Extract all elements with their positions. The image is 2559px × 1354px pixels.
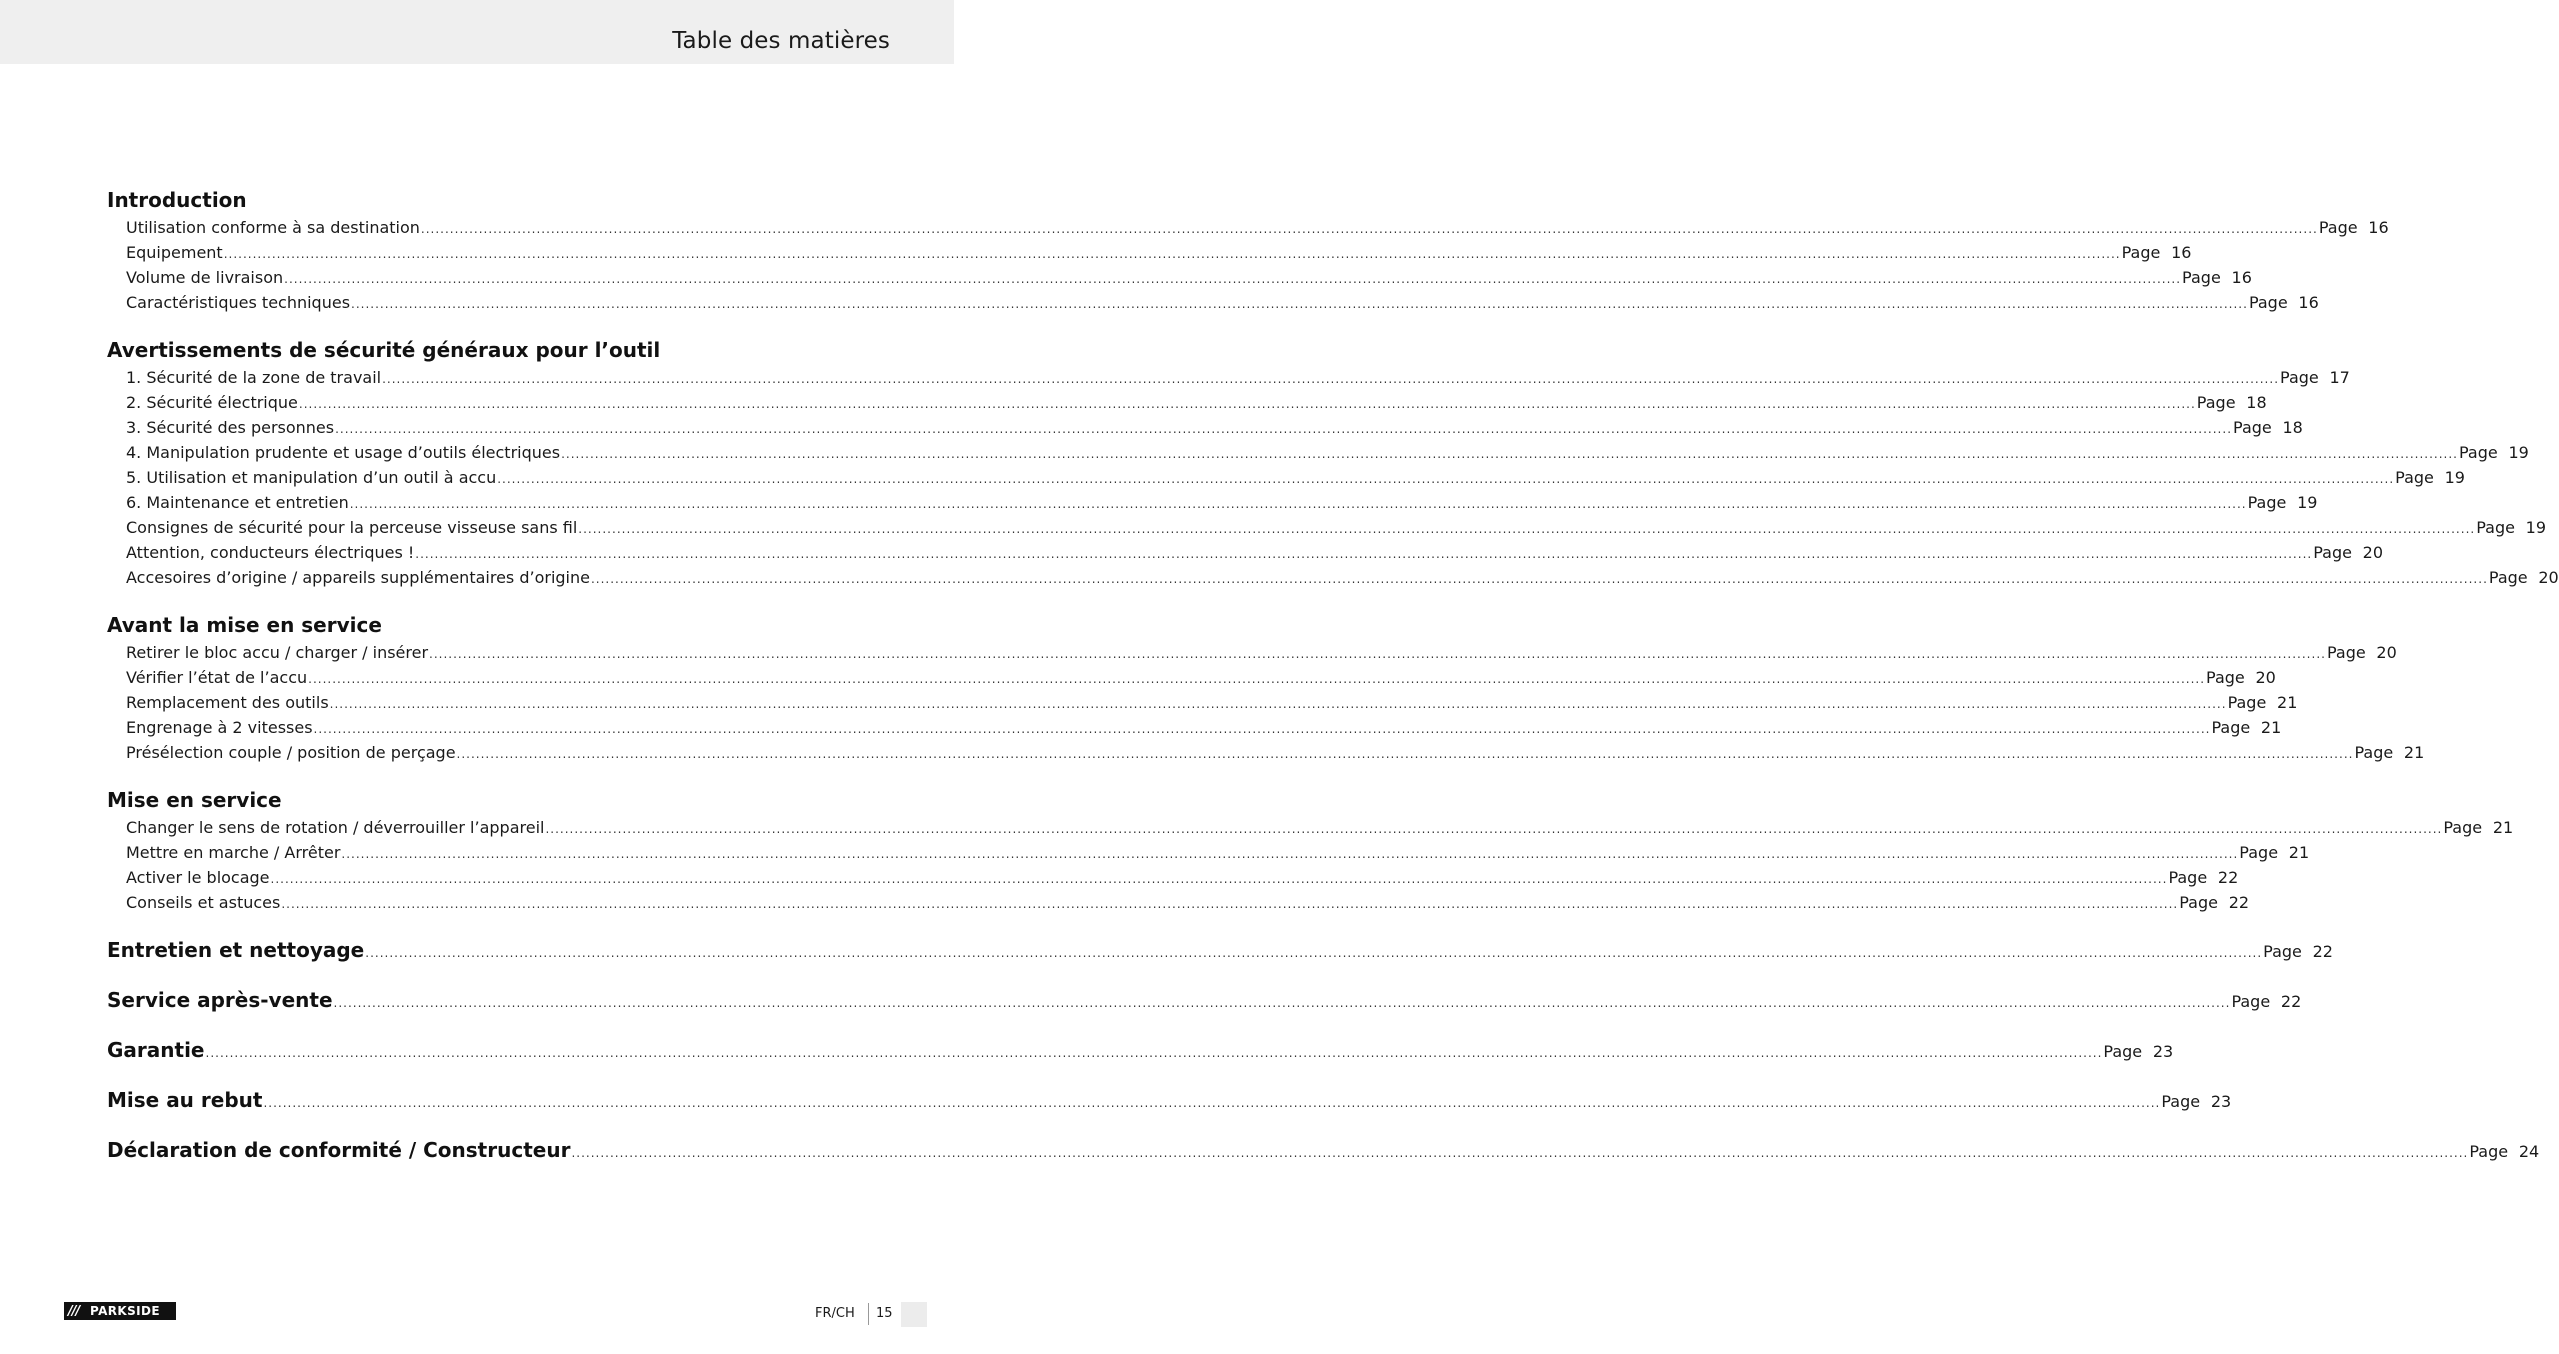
toc-entry-label: Conseils et astuces — [126, 893, 281, 912]
toc-entry[interactable] — [126, 243, 2192, 265]
toc-entry[interactable] — [126, 893, 2250, 915]
dot-leader: .......................................................................................................................................................................................................................................................................................................................................................................................................... — [497, 472, 2395, 486]
toc-entry-label: Vérifier l’état de l’accu — [126, 668, 308, 687]
toc-entry-page: Page 20 — [2488, 568, 2559, 587]
toc-main-entry[interactable] — [107, 988, 2302, 1016]
toc-entry[interactable] — [126, 843, 2310, 865]
page-number: 15 — [876, 1306, 893, 1321]
toc-entry[interactable] — [126, 693, 2298, 715]
dot-leader: .......................................................................................................................................................................................................................................................................................................................................................................................................... — [571, 1146, 2469, 1160]
toc-entry-label: Remplacement des outils — [126, 693, 329, 712]
toc-entry-page: Page 22 — [2168, 868, 2239, 887]
dot-leader: .......................................................................................................................................................................................................................................................................................................................................................................................................... — [382, 372, 2280, 386]
dot-leader: .......................................................................................................................................................................................................................................................................................................................................................................................................... — [263, 1096, 2161, 1110]
toc-entry-page: Page 20 — [2206, 668, 2276, 687]
toc-entry[interactable] — [126, 268, 2252, 290]
toc-entry-label: Caractéristiques techniques — [126, 293, 351, 312]
dot-leader: .......................................................................................................................................................................................................................................................................................................................................................................................................... — [313, 722, 2211, 736]
dot-leader: .......................................................................................................................................................................................................................................................................................................................................................................................................... — [205, 1046, 2103, 1060]
toc-entry-page: Page 21 — [2227, 693, 2298, 712]
toc-entry-page: Page 23 — [2103, 1042, 2174, 1061]
toc-main-entry[interactable] — [107, 1088, 2232, 1116]
footer-divider — [868, 1303, 869, 1325]
toc-entry-label: Retirer le bloc accu / charger / insérer — [126, 643, 429, 662]
toc-entry[interactable] — [126, 418, 2303, 440]
dot-leader: .......................................................................................................................................................................................................................................................................................................................................................................................................... — [335, 422, 2233, 436]
toc-entry-label: 6. Maintenance et entretien — [126, 493, 349, 512]
toc-main-entry[interactable] — [107, 1038, 2174, 1066]
toc-entry[interactable] — [126, 468, 2465, 490]
toc-entry-page: Page 16 — [2182, 268, 2252, 287]
toc-entry[interactable] — [126, 568, 2559, 590]
toc-entry-label: Equipement — [126, 243, 223, 262]
toc-entry-page: Page 23 — [2161, 1092, 2232, 1111]
toc-entry-page: Page 16 — [2248, 293, 2319, 312]
toc-entry-label: Engrenage à 2 vitesses — [126, 718, 313, 737]
toc-entry-page: Page 18 — [2233, 418, 2303, 437]
toc-entry-page: Page 21 — [2354, 743, 2425, 762]
toc-entry-label: 3. Sécurité des personnes — [126, 418, 335, 437]
section-title-operation: Mise en service — [107, 788, 282, 812]
dot-leader: .......................................................................................................................................................................................................................................................................................................................................................................................................... — [308, 672, 2206, 686]
toc-entry[interactable] — [126, 743, 2425, 765]
toc-entry-page: Page 24 — [2469, 1142, 2540, 1161]
toc-entry-page: Page 19 — [2476, 518, 2547, 537]
toc-entry-page: Page 22 — [2179, 893, 2250, 912]
toc-entry-page: Page 16 — [2318, 218, 2389, 237]
toc-entry-label: 1. Sécurité de la zone de travail — [126, 368, 382, 387]
dot-leader: .......................................................................................................................................................................................................................................................................................................................................................................................................... — [429, 647, 2326, 661]
dot-leader: .......................................................................................................................................................................................................................................................................................................................................................................................................... — [561, 447, 2458, 461]
toc-entry-label: Consignes de sécurité pour la perceuse visseuse sans fil — [126, 518, 578, 537]
dot-leader: .......................................................................................................................................................................................................................................................................................................................................................................................................... — [284, 272, 2182, 286]
dot-leader: .......................................................................................................................................................................................................................................................................................................................................................................................................... — [365, 946, 2263, 960]
section-title-safety-warnings: Avertissements de sécurité généraux pour l’outil — [107, 338, 661, 362]
dot-leader: .......................................................................................................................................................................................................................................................................................................................................................................................................... — [329, 697, 2227, 711]
toc-entry-label: Mettre en marche / Arrêter — [126, 843, 341, 862]
toc-entry[interactable] — [126, 493, 2318, 515]
dot-leader: .......................................................................................................................................................................................................................................................................................................................................................................................................... — [590, 572, 2488, 586]
toc-entry-label: 4. Manipulation prudente et usage d’outils électriques — [126, 443, 561, 462]
toc-entry-label: Accesoires d’origine / appareils supplémentaires d’origine — [126, 568, 590, 587]
toc-entry[interactable] — [126, 393, 2267, 415]
toc-entry-page: Page 21 — [2443, 818, 2514, 837]
toc-main-entry-label: Service après-vente — [107, 988, 333, 1012]
toc-entry-page: Page 22 — [2231, 992, 2302, 1011]
toc-entry-page: Page 21 — [2211, 718, 2282, 737]
toc-entry-page: Page 17 — [2280, 368, 2350, 387]
dot-leader: .......................................................................................................................................................................................................................................................................................................................................................................................................... — [349, 497, 2247, 511]
dot-leader: .......................................................................................................................................................................................................................................................................................................................................................................................................... — [578, 522, 2476, 536]
toc-entry-label: 2. Sécurité électrique — [126, 393, 298, 412]
toc-entry-label: 5. Utilisation et manipulation d’un outil à accu — [126, 468, 497, 487]
toc-entry-label: Attention, conducteurs électriques ! — [126, 543, 415, 562]
language-code: FR/CH — [815, 1306, 855, 1321]
toc-main-entry[interactable] — [107, 1138, 2540, 1166]
dot-leader: .......................................................................................................................................................................................................................................................................................................................................................................................................... — [545, 822, 2443, 836]
logo-text: PARKSIDE — [90, 1304, 160, 1318]
toc-main-entry-label: Déclaration de conformité / Constructeur — [107, 1138, 571, 1162]
dot-leader: .......................................................................................................................................................................................................................................................................................................................................................................................................... — [341, 847, 2239, 861]
dot-leader: .......................................................................................................................................................................................................................................................................................................................................................................................................... — [281, 897, 2179, 911]
toc-entry[interactable] — [126, 443, 2529, 465]
toc-entry[interactable] — [126, 643, 2397, 665]
parkside-logo — [64, 1302, 176, 1320]
toc-entry-page: Page 19 — [2247, 493, 2318, 512]
toc-entry[interactable] — [126, 368, 2350, 390]
toc-entry-label: Activer le blocage — [126, 868, 270, 887]
toc-entry-page: Page 20 — [2326, 643, 2397, 662]
toc-entry-label: Présélection couple / position de perçage — [126, 743, 456, 762]
dot-leader: .......................................................................................................................................................................................................................................................................................................................................................................................................... — [420, 222, 2318, 236]
toc-entry-page: Page 19 — [2458, 443, 2529, 462]
dot-leader: .......................................................................................................................................................................................................................................................................................................................................................................................................... — [456, 747, 2354, 761]
toc-entry[interactable] — [126, 868, 2239, 890]
section-title-introduction: Introduction — [107, 188, 247, 212]
toc-entry-label: Volume de livraison — [126, 268, 284, 287]
dot-leader: .......................................................................................................................................................................................................................................................................................................................................................................................................... — [333, 996, 2231, 1010]
toc-entry-page: Page 16 — [2121, 243, 2192, 262]
toc-entry[interactable] — [126, 518, 2547, 540]
toc-entry[interactable] — [126, 718, 2282, 740]
page-title: Table des matières — [672, 28, 890, 54]
toc-entry[interactable] — [126, 543, 2384, 565]
dot-leader: .......................................................................................................................................................................................................................................................................................................................................................................................................... — [351, 297, 2248, 311]
toc-entry-page: Page 19 — [2395, 468, 2465, 487]
section-title-before-use: Avant la mise en service — [107, 613, 382, 637]
logo-slashes-icon: /// — [68, 1303, 80, 1319]
toc-main-entry-label: Entretien et nettoyage — [107, 938, 365, 962]
toc-entry-page: Page 18 — [2196, 393, 2267, 412]
toc-entry[interactable] — [126, 218, 2389, 240]
footer-tab-marker — [901, 1302, 927, 1327]
dot-leader: .......................................................................................................................................................................................................................................................................................................................................................................................................... — [415, 547, 2313, 561]
toc-entry-page: Page 20 — [2313, 543, 2384, 562]
dot-leader: .......................................................................................................................................................................................................................................................................................................................................................................................................... — [223, 247, 2121, 261]
toc-main-entry-label: Garantie — [107, 1038, 205, 1062]
toc-entry-page: Page 21 — [2239, 843, 2310, 862]
dot-leader: .......................................................................................................................................................................................................................................................................................................................................................................................................... — [298, 397, 2196, 411]
toc-main-entry-label: Mise au rebut — [107, 1088, 263, 1112]
toc-main-entry[interactable] — [107, 938, 2333, 966]
toc-entry[interactable] — [126, 668, 2276, 690]
toc-entry-label: Utilisation conforme à sa destination — [126, 218, 420, 237]
dot-leader: .......................................................................................................................................................................................................................................................................................................................................................................................................... — [270, 872, 2168, 886]
toc-entry[interactable] — [126, 818, 2514, 840]
toc-entry[interactable] — [126, 293, 2319, 315]
toc-entry-page: Page 22 — [2263, 942, 2333, 961]
toc-entry-label: Changer le sens de rotation / déverrouiller l’appareil — [126, 818, 545, 837]
